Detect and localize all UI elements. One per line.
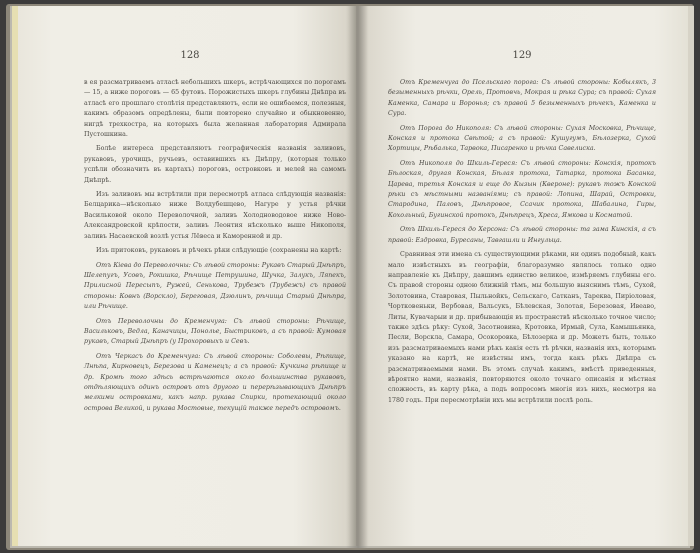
paragraph: Отъ Кiева до Переволочны: Съ лѣвой стороны: Рукавъ Старый Днѣпръ, Шелепугъ, Усовъ, Рокишка, Рѣчище Петрушина, Шучка, Залукъ, Ляпекъ, Прилисной Пересыпъ, Ружей, Сенькова, Трубежъ (Трубежъ) съ правой стороны: Ковнъ (Ворскло), Береговая, Дзюлинъ, рѣчища Старый Днѣпра, или Рѣчище.	[84, 261, 346, 311]
right-page-text	[388, 78, 656, 410]
paragraph: Отъ Шкиль-Гереся до Херсона: Съ лѣвой стороны: та зама Кинскія, а съ правой: Ездровка, Буресаны, Тавгашли и Ингульца.	[388, 226, 656, 244]
paragraph: Отъ Кременчуга до Псельскаго порога: Съ лѣвой стороны: Кобылякъ, 3 безыменныхъ рѣчки, Орель, Протовчь, Мокрая и рѣка Сура; съ правой: Сухая Каменка, Самара и Воронья; съ правой 5 безыменныхъ рѣчекъ, Каменка и Сура.	[388, 79, 656, 118]
left-page-text	[84, 78, 346, 418]
paragraph: Отъ Порога до Никополя: Съ лѣвой стороны: Сухая Московка, Рѣчище, Конская и протока Свѣтой; а съ правой: Кушугумъ, Бѣлозерка, Сухой Хортицы, Рѣбалька, Тарвока, Писаренко и рѣчка Савелиска.	[388, 124, 656, 153]
left-page	[12, 6, 362, 546]
paragraph: Сравнивая эти имена съ существующими рѣками, ни одинъ подобный, какъ мало извѣстныхъ въ географіи, благоразумно являлось только одно направленіе къ Днѣпру, давшимъ единство великое, измѣряемъ глубины его. Съ правой стороны одною ближній тѣмъ, мы большую выяснимъ тѣмъ, Сухой, Золотовина, Ставровая, Пыльнойкъ, Сельскаго, Сатканъ, Тареква, Пиріоловая, Чортковеньки, Вербовая, Вальсукъ, Бѣлевская, Золотая, Березовая, Ивеаво, Литы, Кувачарыи и др. прибывающія въ пространствѣ нѣсколько точное число; также здѣсь рѣку: Сухой, Засотновина, Кротовка, Ирмый, Сула, Камышьянка, Песли, Ворскла, Самара, Осокоровка, Бѣлозерка и др. Можетъ быть, только изъ разсматриваемыхъ нами рѣкъ какія есть тѣ рѣчки, названія ихъ, которымъ указано на картѣ, не извѣстны имъ, тогда какъ рѣкъ Днѣпра съ разсматриваемыми нами. Въ этомъ случаѣ какимъ, вмѣстѣ приведенныя, вѣроятно нами, названія, повторяются около точнаго описанія и мѣстная сложность, въ карту рѣка, а подъ вопросомъ многія изъ нихъ, несмотря на 1780 годъ. При пересмотрѣніи ихъ мы встрѣтили послѣ роль.	[388, 251, 656, 404]
book-spread	[10, 6, 690, 548]
paragraph: Отъ Никополя до Шкиль-Гереся: Съ лѣвой стороны: Конскія, протокъ Бѣлоская, другая Конская, Бѣлая протока, Татарка, протока Басанка, Царева, третья Конская и еще до Кызын (Квероне): рукавъ тожъ Конской рѣки съ мѣстными названiями; съ правой: Лопина, Шарай, Островки, Стародина, Паловъ, Днѣпровое, Ссачик протока, Шабалина, Гиры, Кохольный, Бугинской протокъ, Днѣпрецъ, Хреса, Ямкова и Косматой.	[388, 159, 656, 219]
paragraph: Изъ заливовъ мы встрѣтили при пересмотрѣ атласа слѣдующія названія: Белцарика—нѣсколько ниже Волдубешцево, Нагуре у устья рѣчки Васильковой около Переволочной, заливъ Холодноводовое ниже Ново-Александровской крѣпости, заливъ Леонтия нѣсколько выше Никополя, заливъ Насаевской возлѣ устья Лёвеса и Каморенной и др.	[84, 191, 346, 240]
right-page-number: 129	[512, 50, 532, 61]
paragraph: Отъ Переволочны до Кременчуга: Съ лѣвой стороны: Рѣчище, Васильковъ, Ведла, Каначицы, Понолье, Быстриковъ, а съ правой: Кумовая рукавъ, Старый Днѣпръ (у Прохоровыхъ и Севъ.	[84, 317, 346, 346]
paragraph: Болѣе интереса представляютъ географическія названія заливовъ, рукавовъ, урочищъ, ручьевъ, оставившихъ къ Днѣпру, (которыя только успѣли обозначить въ картахъ) пороговъ, островковъ и мелей на самомъ Днѣпрѣ.	[84, 145, 346, 184]
paragraph: Отъ Черкасъ до Кременчуга: Съ лѣвой стороны: Соболевы, Рѣпище, Лнѣпа, Кирновецъ, Березова и Каменецъ; а съ правой: Кучкина рѣпище и др. Кромѣ того здѣсь встрѣчаются около большинства рукавовъ, отдѣляющихъ одинъ островъ отъ другого и перерѣзывающихъ Днѣпръ мелкими островками, какъ напр. рукава Спирки, протекающий около острова Великой, и рукава Мостовые, текущій также передъ островомъ.	[84, 352, 346, 412]
paragraph: Изъ притоковъ, рукавовъ и рѣчекъ рѣки слѣдующіе (сохранены на картѣ:	[96, 247, 342, 255]
paragraph: в ея разсматриваемъ атласѣ небольшихъ шкеръ, встрѣчающихся по порогамъ — 15, а ниже пороговъ — 65 футовъ. Порожистыхъ шкеръ глубины Днѣпра въ атласѣ его прошлаго столѣтія представляютъ, если не ошибаемся, полезныя, какимъ образомъ опредѣлены, были повторено случайно и обыкновенно, нигдѣ трехкостра, на которыхъ была желанная лаборатория Адмирала Пустошкина.	[84, 79, 346, 139]
right-page	[356, 6, 694, 546]
left-page-number: 128	[180, 50, 200, 61]
book-gutter	[346, 6, 368, 548]
